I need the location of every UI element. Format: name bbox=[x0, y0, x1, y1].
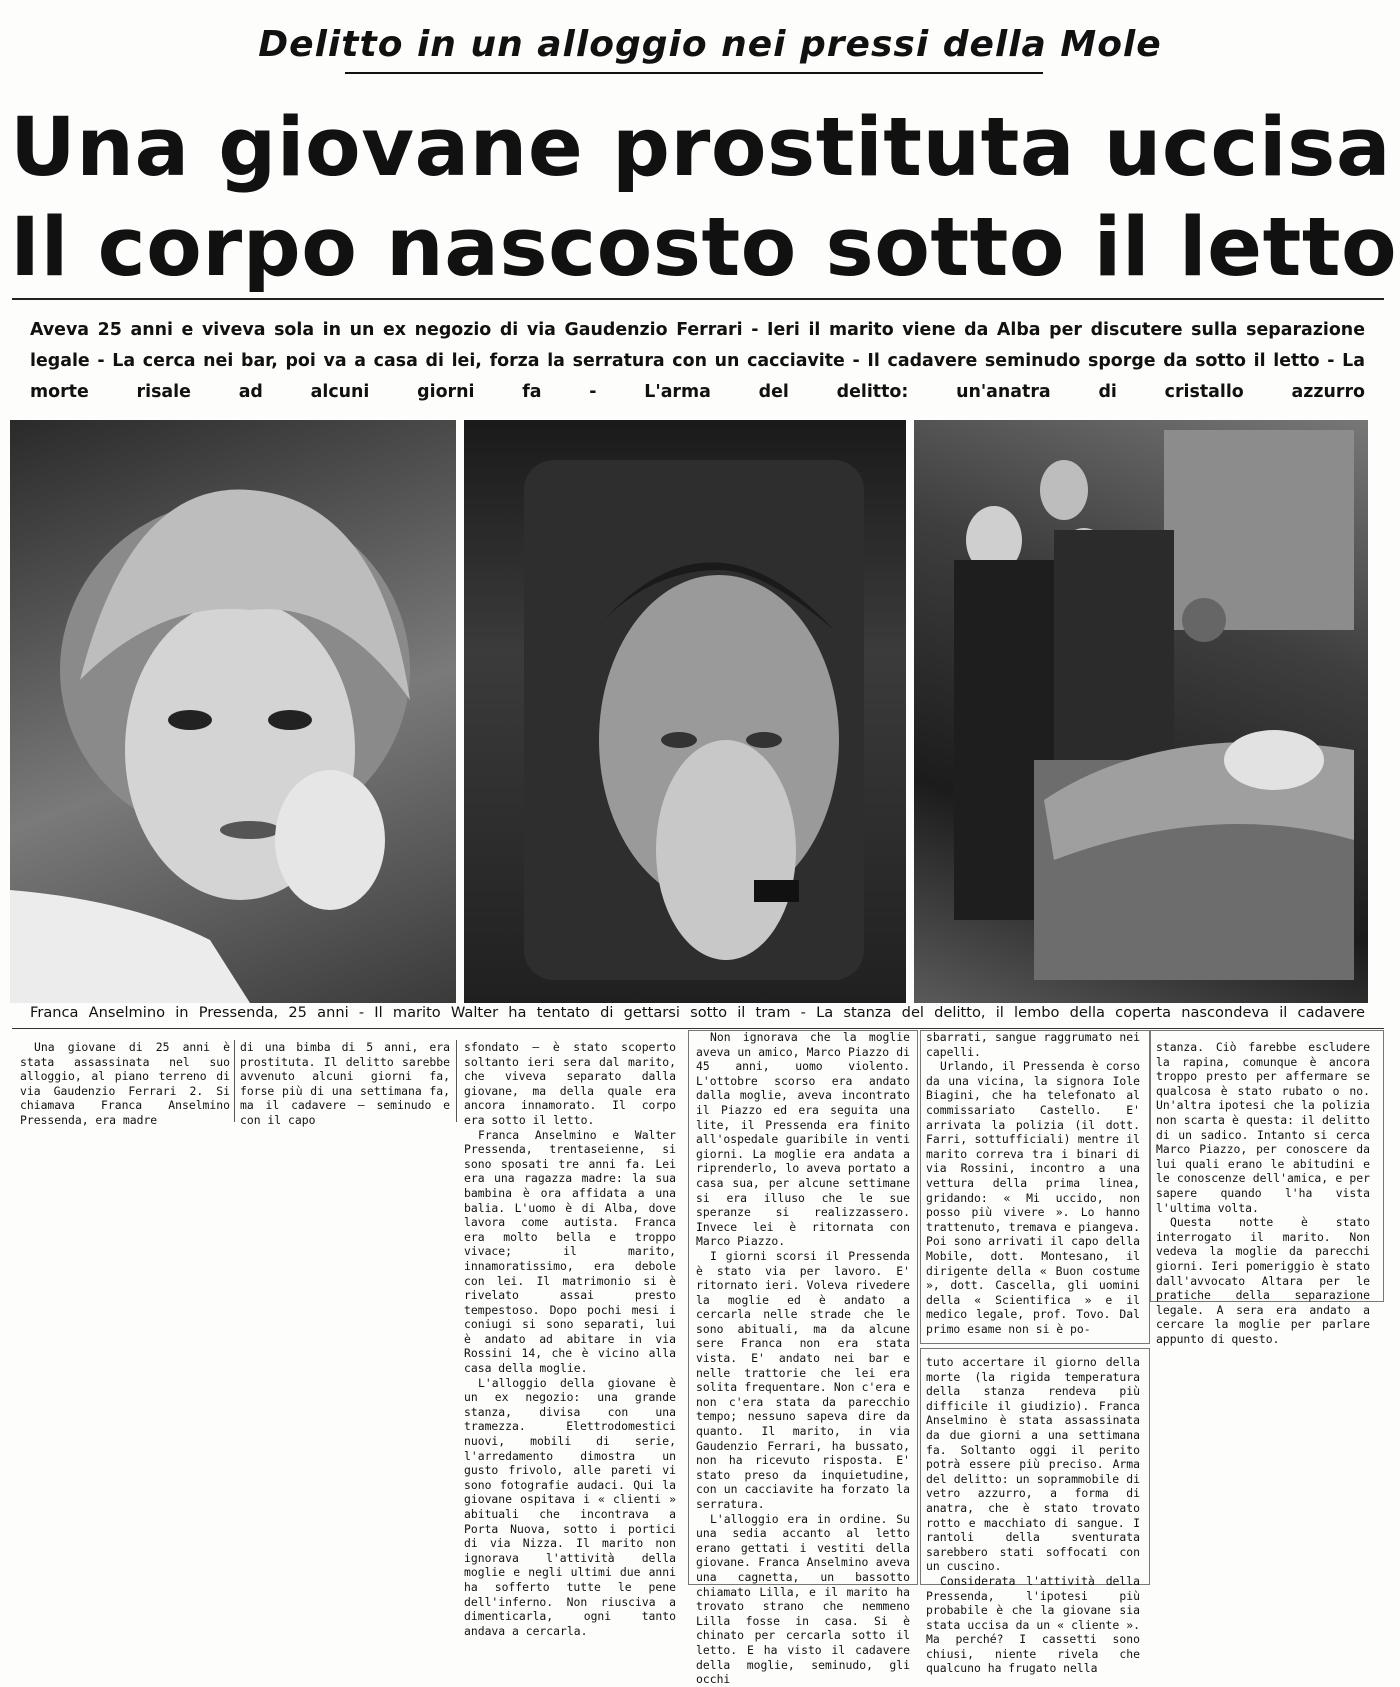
article-column-2 bbox=[240, 1040, 450, 1128]
photo-crime-scene-room bbox=[914, 420, 1368, 1003]
paragraph: Non ignorava che la moglie aveva un amico, Marco Piazzo di 45 anni, uomo violento. L'ottobre scorso era andato dalla moglie, aveva incontrato il Piazzo ed era seguita una lite, il Pressenda era finito all'ospedale guaribile in venti giorni. La moglie era andata a riprenderlo, lo aveva portato a casa sua, per alcune settimane si era illuso che le sue speranze si realizzassero. Invece lei è ritornata con Marco Piazzo. bbox=[696, 1030, 910, 1249]
paragraph: Urlando, il Pressenda è corso da una vicina, la signora Iole Biagini, che ha telefonato al commissariato Castello. E' arrivata la polizia (il dott. Farri, sottufficiali) mentre il marito correva tra i binari di via Rossini, incontro a una vettura della prima linea, gridando: « Mi uccido, non posso più vivere ». Lo hanno trattenuto, tremava e piangeva. Poi sono arrivati il capo della Mobile, dott. Montesano, il dirigente della « Buon costume », dott. Cascella, gli uomini della « Scientifica » e il medico legale, prof. Tovo. Dal primo esame non si è po- bbox=[926, 1059, 1140, 1336]
headline-line-2: Il corpo nascosto sotto il letto bbox=[10, 201, 1398, 295]
article-column-3 bbox=[464, 1040, 676, 1638]
photo-woman-portrait bbox=[10, 420, 456, 1003]
paragraph: I giorni scorsi il Pressenda è stato via per lavoro. E' ritornato ieri. Voleva rivedere la moglie ed è andato a cercarla nelle strade che le sono abituali, ma da alcune sere Franca non era stata vista. E' andato nei bar e nelle trattorie che lei era solita frequentare. Non c'era e non c'era stata da parecchio tempo; nessuno sapeva dire da quanto. Il marito, in via Gaudenzio Ferrari, ha bussato, non ha ricevuto risposta. E' stato preso da inquietudine, con un cacciavite ha forzato la serratura. bbox=[696, 1248, 910, 1511]
photo-caption: Franca Anselmino in Pressenda, 25 anni - Il marito Walter ha tentato di gettarsi sotto il tram - La stanza del delitto, il lembo della coperta nascondeva il cadavere bbox=[30, 1004, 1365, 1021]
article-column-5-continued bbox=[926, 1355, 1140, 1676]
paragraph: L'alloggio della giovane è un ex negozio: una grande stanza, divisa con una tramezza. Elettrodomestici nuovi, mobili di serie, l'arredamento dimostra un gusto frivolo, alle pareti vi sono fotografie audaci. Qui la giovane ospitava i « clienti » abituali che incontrava a Porta Nuova, sotto i portici di via Nizza. Il marito non ignorava l'attività della moglie e negli ultimi due anni ha sofferto tutte le pene dell'inferno. Non riusciva a dimenticarla, ogni tanto andava a cercarla. bbox=[464, 1375, 676, 1638]
paragraph: sfondato — è stato scoperto soltanto ieri sera dal marito, che viveva separato dalla giovane, ma della quale era ancora innamorato. Il corpo era sotto il letto. bbox=[464, 1040, 676, 1127]
paragraph: sbarrati, sangue raggrumato nei capelli. bbox=[926, 1030, 1140, 1059]
deck-subheadline: Aveva 25 anni e viveva sola in un ex negozio di via Gaudenzio Ferrari - Ieri il marito viene da Alba per discutere sulla separazione legale - La cerca nei bar, poi va a casa di lei, forza la serratura con un cacciavite - Il cadavere seminudo sporge da sotto il letto - La morte risale ad alcuni giorni fa - L'arma del delitto: un'anatra di cristallo azzurro bbox=[30, 320, 1365, 402]
paragraph: Questa notte è stato interrogato il marito. Non vedeva la moglie da parecchi giorni. Ieri pomeriggio è stato dall'avvocato Altara per le pratiche della separazione legale. A sera era andato a cercare la moglie per parlare appunto di questo. bbox=[1156, 1215, 1370, 1346]
caption-rule bbox=[12, 1028, 1384, 1029]
photo-man-in-car bbox=[464, 420, 906, 1003]
article-column-4 bbox=[696, 1030, 910, 1687]
kicker: Delitto in un alloggio nei pressi della Mole bbox=[258, 24, 1162, 65]
kicker-rule bbox=[345, 72, 1043, 74]
paragraph: tuto accertare il giorno della morte (la rigida temperatura della stanza rendeva più difficile il giudizio). Franca Anselmino è stata assassinata da due giorni a una settimana fa. Soltanto oggi il perito potrà essere più preciso. Arma del delitto: un soprammobile di vetro azzurro, a forma di anatra, che è stato trovato rotto e macchiato di sangue. I rantoli della sventurata sarebbero stati soffocati con un cuscino. bbox=[926, 1355, 1140, 1574]
headline-line-1: Una giovane prostituta uccisa bbox=[10, 101, 1392, 195]
headline-rule bbox=[12, 298, 1384, 300]
paragraph: di una bimba di 5 anni, era prostituta. Il delitto sarebbe avvenuto alcuni giorni fa, forse più di una settimana fa, ma il cadavere — seminudo e con il capo bbox=[240, 1040, 450, 1127]
article-column-6 bbox=[1156, 1040, 1370, 1346]
paragraph: Franca Anselmino e Walter Pressenda, trentaseienne, si sono sposati tre anni fa. Lei era una ragazza madre: la sua bambina è ora affidata a una balia. L'uomo è di Alba, dove lavora come autista. Franca era molto bella e troppo vivace; il marito, innamoratissimo, era debole con lei. Il matrimonio si è rivelato assai presto tempestoso. Dopo pochi mesi i coniugi si sono separati, lui è andato ad abitare in via Rossini 14, che è vicino alla casa della moglie. bbox=[464, 1127, 676, 1376]
article-column-5 bbox=[926, 1030, 1140, 1336]
paragraph: Una giovane di 25 anni è stata assassinata nel suo alloggio, al piano terreno di via Gaudenzio Ferrari 2. Si chiamava Franca Anselmino Pressenda, era madre bbox=[20, 1040, 230, 1127]
column-divider bbox=[456, 1040, 457, 1122]
paragraph: L'alloggio era in ordine. Su una sedia accanto al letto erano gettati i vestiti della giovane. Franca Anselmino aveva una cagnetta, un bassotto chiamato Lilla, e il marito ha trovato strano che nemmeno Lilla fosse in casa. Si è chinato per cercarla sotto il letto. E ha visto il cadavere della moglie, seminudo, gli occhi bbox=[696, 1511, 910, 1687]
paragraph: Considerata l'attività della Pressenda, l'ipotesi più probabile è che la giovane sia stata uccisa da un « cliente ». Ma perché? I cassetti sono chiusi, niente rivela che qualcuno ha frugato nella bbox=[926, 1573, 1140, 1676]
paragraph: stanza. Ciò farebbe escludere la rapina, comunque è ancora troppo presto per affermare se qualcosa è stato rubato o no. Un'altra ipotesi che la polizia non scarta è questa: il delitto di un sadico. Intanto si cerca Marco Piazzo, per conoscere da lui quali erano le abitudini e le conoscenze dell'amica, e per sapere quando l'ha vista l'ultima volta. bbox=[1156, 1040, 1370, 1215]
article-column-1 bbox=[20, 1040, 230, 1128]
column-divider bbox=[234, 1040, 235, 1122]
